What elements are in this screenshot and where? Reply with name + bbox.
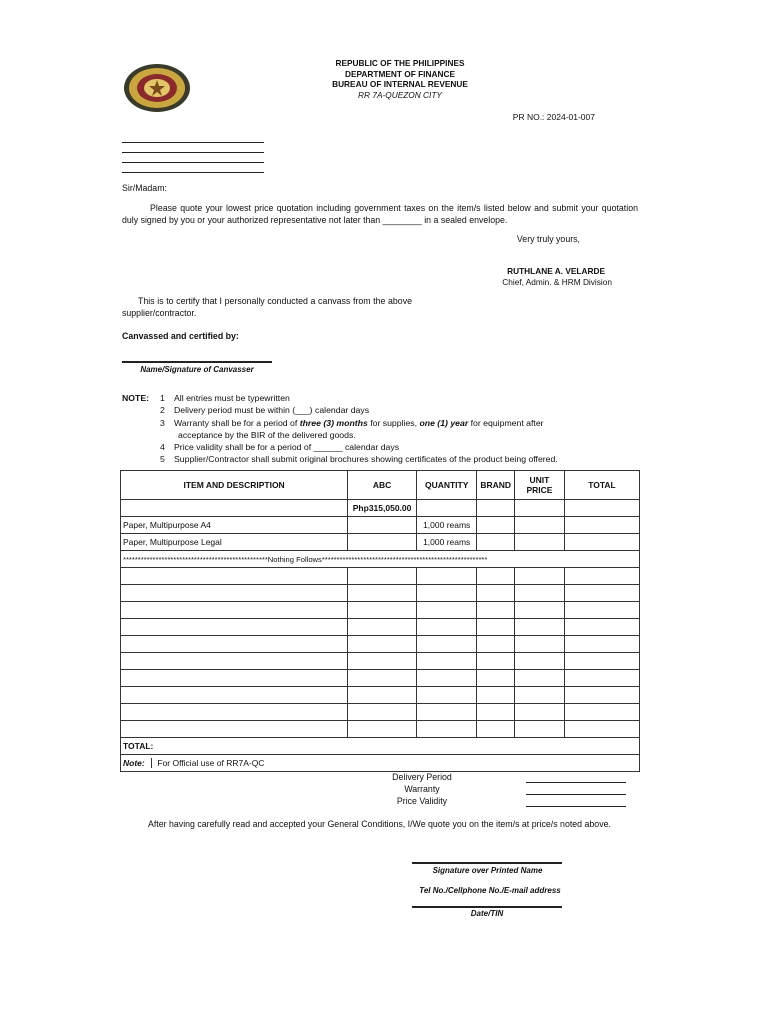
note-item: 2 Delivery period must be within (___) calendar days (160, 405, 370, 416)
warranty-field[interactable] (526, 794, 626, 795)
header-unit-price: UNIT PRICE (514, 471, 564, 500)
unit-price-cell[interactable] (514, 534, 564, 551)
notes-list (122, 392, 642, 466)
table-row (121, 704, 640, 721)
table-row (121, 602, 640, 619)
total-row (121, 738, 640, 755)
total-cell[interactable] (564, 517, 639, 534)
pr-number: PR NO.: 2024-01-007 (512, 112, 595, 122)
price-validity-label: Price Validity (396, 796, 448, 806)
abc-value: Php315,050.00 (348, 500, 417, 517)
canvasser-signature-line[interactable] (122, 361, 272, 363)
table-row (121, 619, 640, 636)
supplier-signature-line[interactable] (412, 862, 562, 864)
price-validity-field[interactable] (526, 806, 626, 807)
total-cell[interactable] (564, 534, 639, 551)
table-row (121, 670, 640, 687)
item-description: Paper, Multipurpose Legal (121, 534, 348, 551)
header-brand: BRAND (477, 471, 515, 500)
delivery-period-label: Delivery Period (392, 772, 452, 782)
bir-seal-logo (122, 62, 192, 114)
address-line-3[interactable] (122, 162, 264, 163)
certified-by-label: Canvassed and certified by: (122, 331, 239, 341)
header-republic: REPUBLIC OF THE PHILIPPINES (335, 58, 465, 68)
table-note-label: Note: (121, 758, 152, 768)
note-item-continuation: acceptance by the BIR of the delivered goods. (178, 429, 356, 440)
table-row (121, 534, 640, 551)
table-row (121, 653, 640, 670)
letter-body: Please quote your lowest price quotation including government taxes on the item/s listed below and submit your quotation duly signed by you or your authorized representative not later than ________ in a sealed envelope. (122, 203, 638, 225)
quotation-table (120, 470, 640, 772)
header-item-description: ITEM AND DESCRIPTION (121, 471, 348, 500)
date-tin-label: Date/TIN (470, 909, 504, 918)
table-row (121, 636, 640, 653)
header-abc: ABC (348, 471, 417, 500)
note-item: 4 Price validity shall be for a period of ______ calendar days (160, 442, 400, 453)
signatory-title: Chief, Admin. & HRM Division (502, 277, 612, 287)
address-line-1[interactable] (122, 142, 264, 143)
brand-cell[interactable] (477, 534, 515, 551)
warranty-label: Warranty (404, 784, 440, 794)
table-row (121, 585, 640, 602)
table-row (121, 687, 640, 704)
address-line-4[interactable] (122, 172, 264, 173)
note-row (121, 755, 640, 772)
unit-price-cell[interactable] (514, 517, 564, 534)
contact-label: Tel No./Cellphone No./E-mail address (419, 886, 561, 895)
address-line-2[interactable] (122, 152, 264, 153)
table-note-text: For Official use of RR7A-QC (157, 758, 265, 768)
note-item: 5 Supplier/Contractor shall submit original brochures showing certificates of the product being offered. (160, 454, 558, 465)
table-row (121, 517, 640, 534)
table-row (121, 568, 640, 585)
header-department: DEPARTMENT OF FINANCE (344, 68, 455, 79)
salutation: Sir/Madam: (122, 183, 167, 193)
item-quantity: 1,000 reams (416, 534, 476, 551)
note-item: NOTE: 1 All entries must be typewritten (122, 393, 290, 403)
header-quantity: QUANTITY (416, 471, 476, 500)
closing: Very truly yours, (516, 234, 580, 244)
item-description: Paper, Multipurpose A4 (121, 517, 348, 534)
table-header-row (121, 471, 640, 500)
canvasser-label: Name/Signature of Canvasser (140, 365, 254, 374)
delivery-period-field[interactable] (526, 782, 626, 783)
certify-text: This is to certify that I personally conducted a canvass from the above supplier/contractor. (122, 296, 412, 318)
nothing-follows-row (121, 551, 640, 568)
item-quantity: 1,000 reams (416, 517, 476, 534)
header-total: TOTAL (564, 471, 639, 500)
note-label: NOTE: (122, 393, 150, 403)
header-office: RR 7A-QUEZON CITY (358, 89, 442, 100)
note-item: 3 Warranty shall be for a period of three (3) months for supplies, one (1) year for equipment after (160, 417, 544, 428)
agency-header (300, 58, 500, 100)
acceptance-text: After having carefully read and accepted your General Conditions, I/We quote you on the item/s at price/s noted above. (148, 819, 611, 829)
header-bureau: BUREAU OF INTERNAL REVENUE (332, 79, 468, 89)
table-row (121, 500, 640, 517)
nothing-follows-text: *************************************************Nothing Follows******************************************************** (121, 551, 640, 568)
brand-cell[interactable] (477, 517, 515, 534)
signatory-name: RUTHLANE A. VELARDE (507, 266, 605, 276)
table-row (121, 721, 640, 738)
signature-label: Signature over Printed Name (432, 866, 543, 875)
total-label: TOTAL: (121, 738, 640, 755)
